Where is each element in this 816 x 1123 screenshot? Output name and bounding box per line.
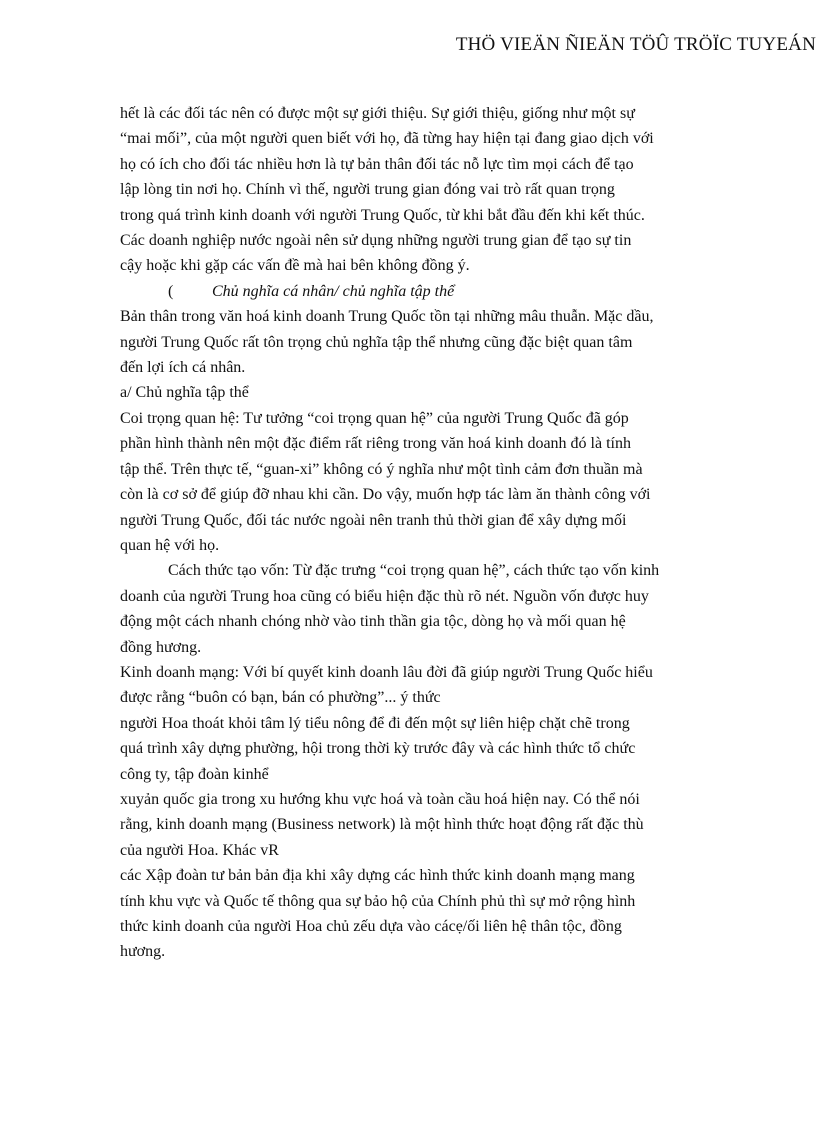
text-line: hết là các đối tác nên có được một sự giới thiệu. Sự giới thiệu, giống như một sự	[120, 105, 635, 122]
text-line: Coi trọng quan hệ: Tư tưởng “coi trọng quan hệ” của người Trung Quốc đã góp	[120, 409, 629, 427]
text-line: còn là cơ sở để giúp đỡ nhau khi cần. Do vậy, muốn hợp tác làm ăn thành công với	[120, 486, 651, 504]
text-line: hương.	[120, 943, 166, 961]
text-line: lập lòng tin nơi họ. Chính vì thế, người trung gian đóng vai trò rất quan trọng	[120, 181, 615, 199]
text-line: phần hình thành nên một đặc điểm rất riêng trong văn hoá kinh doanh đó là tính	[120, 435, 631, 453]
section-heading	[120, 279, 695, 304]
text-line: “mai mối”, của một người quen biết với họ, đã từng hay hiện tại đang giao dịch với	[120, 130, 654, 148]
text-line: động một cách nhanh chóng nhờ vào tinh thần gia tộc, dòng họ và mối quan hệ	[120, 613, 626, 631]
bullet-marker: (	[168, 282, 174, 300]
text-line: người Hoa thoát khỏi tâm lý tiểu nông để đi đến một sự liên hiệp chặt chẽ trong	[120, 714, 630, 732]
page-header: THÖ VIEÄN ÑIEÄN TÖÛ TRÖÏC TUYEÁN	[455, 34, 816, 55]
text-line: doanh của người Trung hoa cũng có biểu hiện đặc thù rõ nét. Nguồn vốn được huy	[120, 587, 649, 605]
text-line: quá trình xây dựng phường, hội trong thời kỳ trước đây và các hình thức tổ chức	[120, 740, 636, 758]
text-line: cậy hoặc khi gặp các vấn đề mà hai bên không đồng ý.	[120, 257, 470, 275]
text-line: quan hệ với họ.	[120, 536, 220, 554]
text-line: người Trung Quốc, đối tác nước ngoài nên tranh thủ thời gian để xây dựng mối	[120, 511, 627, 529]
subheading: a/ Chủ nghĩa tập thể	[120, 384, 249, 402]
text-line: Kinh doanh mạng: Với bí quyết kinh doanh lâu đời đã giúp người Trung Quốc hiểu	[120, 663, 653, 681]
text-line: của người Hoa. Khác vR	[120, 841, 279, 859]
text-line: Bản thân trong văn hoá kinh doanh Trung Quốc tồn tại những mâu thuẫn. Mặc dầu,	[120, 308, 654, 326]
text-line: họ có ích cho đối tác nhiều hơn là tự bản thân đối tác nỗ lực tìm mọi cách để tạo	[120, 155, 634, 173]
text-line: tập thể. Trên thực tế, “guan-xi” không có ý nghĩa như một tình cảm đơn thuần mà	[120, 460, 643, 478]
text-line: công ty, tập đoàn kinhể	[120, 765, 269, 783]
text-line: đồng hương.	[120, 638, 202, 656]
text-line: trong quá trình kinh doanh với người Trung Quốc, từ khi bắt đầu đến khi kết thúc.	[120, 206, 645, 224]
text-line: Các doanh nghiệp nước ngoài nên sử dụng những người trung gian để tạo sự tin	[120, 232, 632, 250]
text-line: các Xập đoàn tư bản bản địa khi xây dựng các hình thức kinh doanh mạng mang	[120, 867, 635, 885]
text-line: xuyản quốc gia trong xu hướng khu vực hoá và toàn cầu hoá hiện nay. Có thể nói	[120, 790, 640, 808]
text-line: thức kinh doanh của người Hoa chủ zếu dựa vào cácẹ/ối liên hệ thân tộc, đồng	[120, 918, 622, 935]
text-line: được rằng “buôn có bạn, bán có phường”... ý thức	[120, 689, 441, 707]
section-heading-text: Chủ nghĩa cá nhân/ chủ nghĩa tập thể	[212, 282, 455, 300]
text-line: rằng, kinh doanh mạng (Business network) là một hình thức hoạt động rất đặc thù	[120, 816, 644, 834]
body-text	[120, 101, 695, 965]
text-line-indented: Cách thức tạo vốn: Từ đặc trưng “coi trọng quan hệ”, cách thức tạo vốn kinh	[168, 562, 660, 580]
text-line: đến lợi ích cá nhân.	[120, 359, 246, 377]
text-line: tính khu vực và Quốc tế thông qua sự bảo hộ của Chính phủ thì sự mở rộng hình	[120, 892, 636, 910]
text-line: người Trung Quốc rất tôn trọng chủ nghĩa tập thể nhưng cũng đặc biệt quan tâm	[120, 333, 633, 351]
